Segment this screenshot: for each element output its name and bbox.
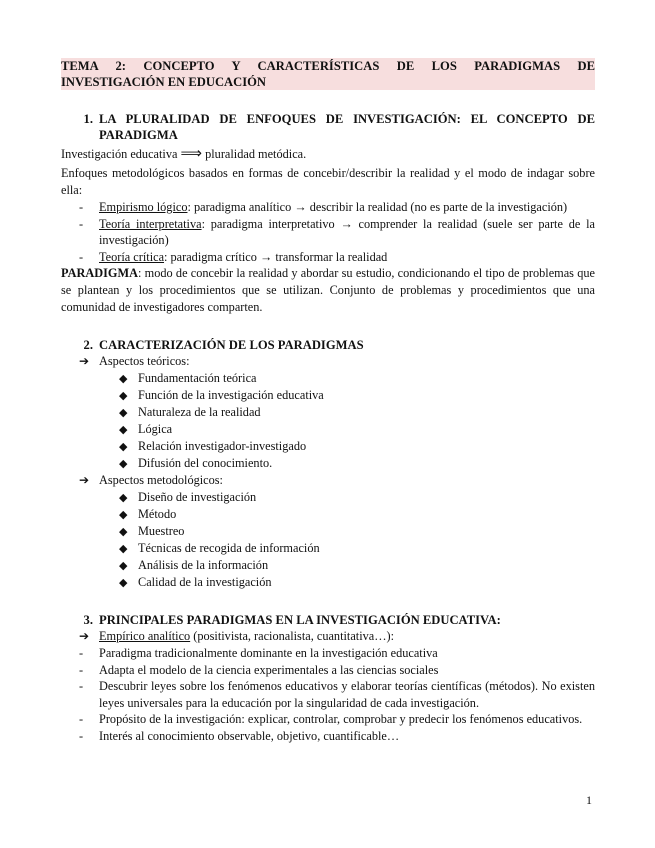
document-page — [61, 58, 595, 744]
list-item: ◆ Muestreo — [119, 524, 185, 538]
title-line-2: INVESTIGACIÓN EN EDUCACIÓN — [61, 75, 267, 89]
list-item: ➔ Empírico analítico (positivista, racionalista, cuantitativa…): — [79, 629, 395, 643]
arrow-icon: ➔ — [79, 629, 90, 643]
section-number: 2. — [83, 338, 93, 352]
list-item: - Teoría interpretativa: paradigma interpretativo → comprender la realidad (suele ser parte de la investigación) — [79, 216, 595, 247]
diamond-bullet-icon: ◆ — [119, 559, 128, 572]
list-item: - Empirismo lógico: paradigma analítico → describir la realidad (no es parte de la investigación) — [79, 200, 568, 214]
list-item: ◆ Método — [119, 507, 177, 521]
list-item: - Paradigma tradicionalmente dominante en la investigación educativa — [79, 646, 438, 660]
diamond-bullet-icon: ◆ — [119, 525, 128, 538]
list-item: - Adapta el modelo de la ciencia experimentales a las ciencias sociales — [79, 662, 439, 677]
diamond-bullet-icon: ◆ — [119, 542, 128, 555]
diamond-bullet-icon: ◆ — [119, 423, 128, 436]
diamond-bullet-icon: ◆ — [119, 440, 128, 453]
section-2-heading — [61, 337, 595, 353]
list-item: ◆ Naturaleza de la realidad — [119, 405, 261, 419]
paradigm-definition: PARADIGMA: modo de concebir la realidad y abordar su estudio, condicionando el tipo de problemas que se plantean y los procedimientos que se utilizan. Conjunto de problemas y procedimientos que una comunidad de investigadores comparten. — [61, 266, 595, 314]
arrow-icon: ➔ — [79, 354, 90, 368]
empirical-subheading — [61, 628, 595, 645]
implies-arrow-icon: ⟹ — [180, 144, 203, 162]
list-item: - Propósito de la investigación: explicar, controlar, comprobar y predecir los fenómenos educativos. — [79, 712, 583, 726]
section-number: 3. — [83, 613, 93, 627]
list-item: - Teoría crítica: paradigma crítico → transformar la realidad — [79, 249, 388, 264]
list-item: ◆ Relación investigador-investigado — [119, 439, 307, 453]
paradigm-list — [61, 199, 595, 265]
section-title: PRINCIPALES PARADIGMAS EN LA INVESTIGACIÓN EDUCATIVA: — [99, 613, 501, 627]
diamond-bullet-icon: ◆ — [119, 389, 128, 402]
paragraph-enfoques: Enfoques metodológicos basados en formas de concebir/describir la realidad y el modo de indagar sobre ella: — [61, 166, 595, 197]
section-1-heading — [61, 111, 595, 143]
document-title — [61, 58, 595, 90]
list-item: - Interés al conocimiento observable, objetivo, cuantificable… — [79, 728, 400, 743]
list-item: ◆ Lógica — [119, 422, 173, 436]
arrow-icon: ➔ — [79, 473, 90, 487]
aspects-list — [61, 353, 595, 591]
diamond-bullet-icon: ◆ — [119, 372, 128, 385]
diamond-bullet-icon: ◆ — [119, 457, 128, 470]
title-line-1: TEMA 2: CONCEPTO Y CARACTERÍSTICAS DE LOS PARADIGMAS DE — [61, 59, 595, 73]
section-title: CARACTERIZACIÓN DE LOS PARADIGMAS — [99, 338, 364, 352]
intro-line: Investigación educativa ⟹ pluralidad metódica. — [61, 144, 307, 162]
diamond-bullet-icon: ◆ — [119, 406, 128, 419]
empirical-traits-list — [61, 645, 595, 744]
aspect-group-methodological: ➔ Aspectos metodológicos: ◆ Diseño de investigación ◆ Método ◆ Muestreo ◆ Técnicas de recogida de información ◆ Análisis de la información ◆ Calidad de la investigación — [61, 472, 595, 591]
list-item: ◆ Técnicas de recogida de información — [119, 541, 320, 555]
list-item: ◆ Calidad de la investigación — [119, 575, 272, 589]
page-number: 1 — [586, 793, 592, 807]
list-item: ◆ Difusión del conocimiento. — [119, 456, 273, 470]
diamond-bullet-icon: ◆ — [119, 491, 128, 504]
list-item: - Descubrir leyes sobre los fenómenos educativos y elaborar teorías científicas (métodos). No existen leyes universales para la educación por la singularidad de cada investigación. — [79, 679, 595, 710]
section-title: LA PLURALIDAD DE ENFOQUES DE INVESTIGACIÓN: EL CONCEPTO DE PARADIGMA — [99, 112, 595, 142]
diamond-bullet-icon: ◆ — [119, 576, 128, 589]
list-item: ◆ Función de la investigación educativa — [119, 388, 324, 402]
section-number: 1. — [83, 112, 93, 126]
section-3-heading — [61, 612, 595, 628]
diamond-bullet-icon: ◆ — [119, 508, 128, 521]
aspect-group-theoretical: ➔ Aspectos teóricos: ◆ Fundamentación teórica ◆ Función de la investigación educativa ◆ Naturaleza de la realidad ◆ Lógica ◆ Relación investigador-investigado ◆ Difusión del conocimiento. — [61, 353, 595, 472]
list-item: ◆ Análisis de la información — [119, 558, 269, 572]
list-item: ◆ Diseño de investigación — [119, 490, 257, 504]
list-item: ◆ Fundamentación teórica — [119, 371, 257, 385]
